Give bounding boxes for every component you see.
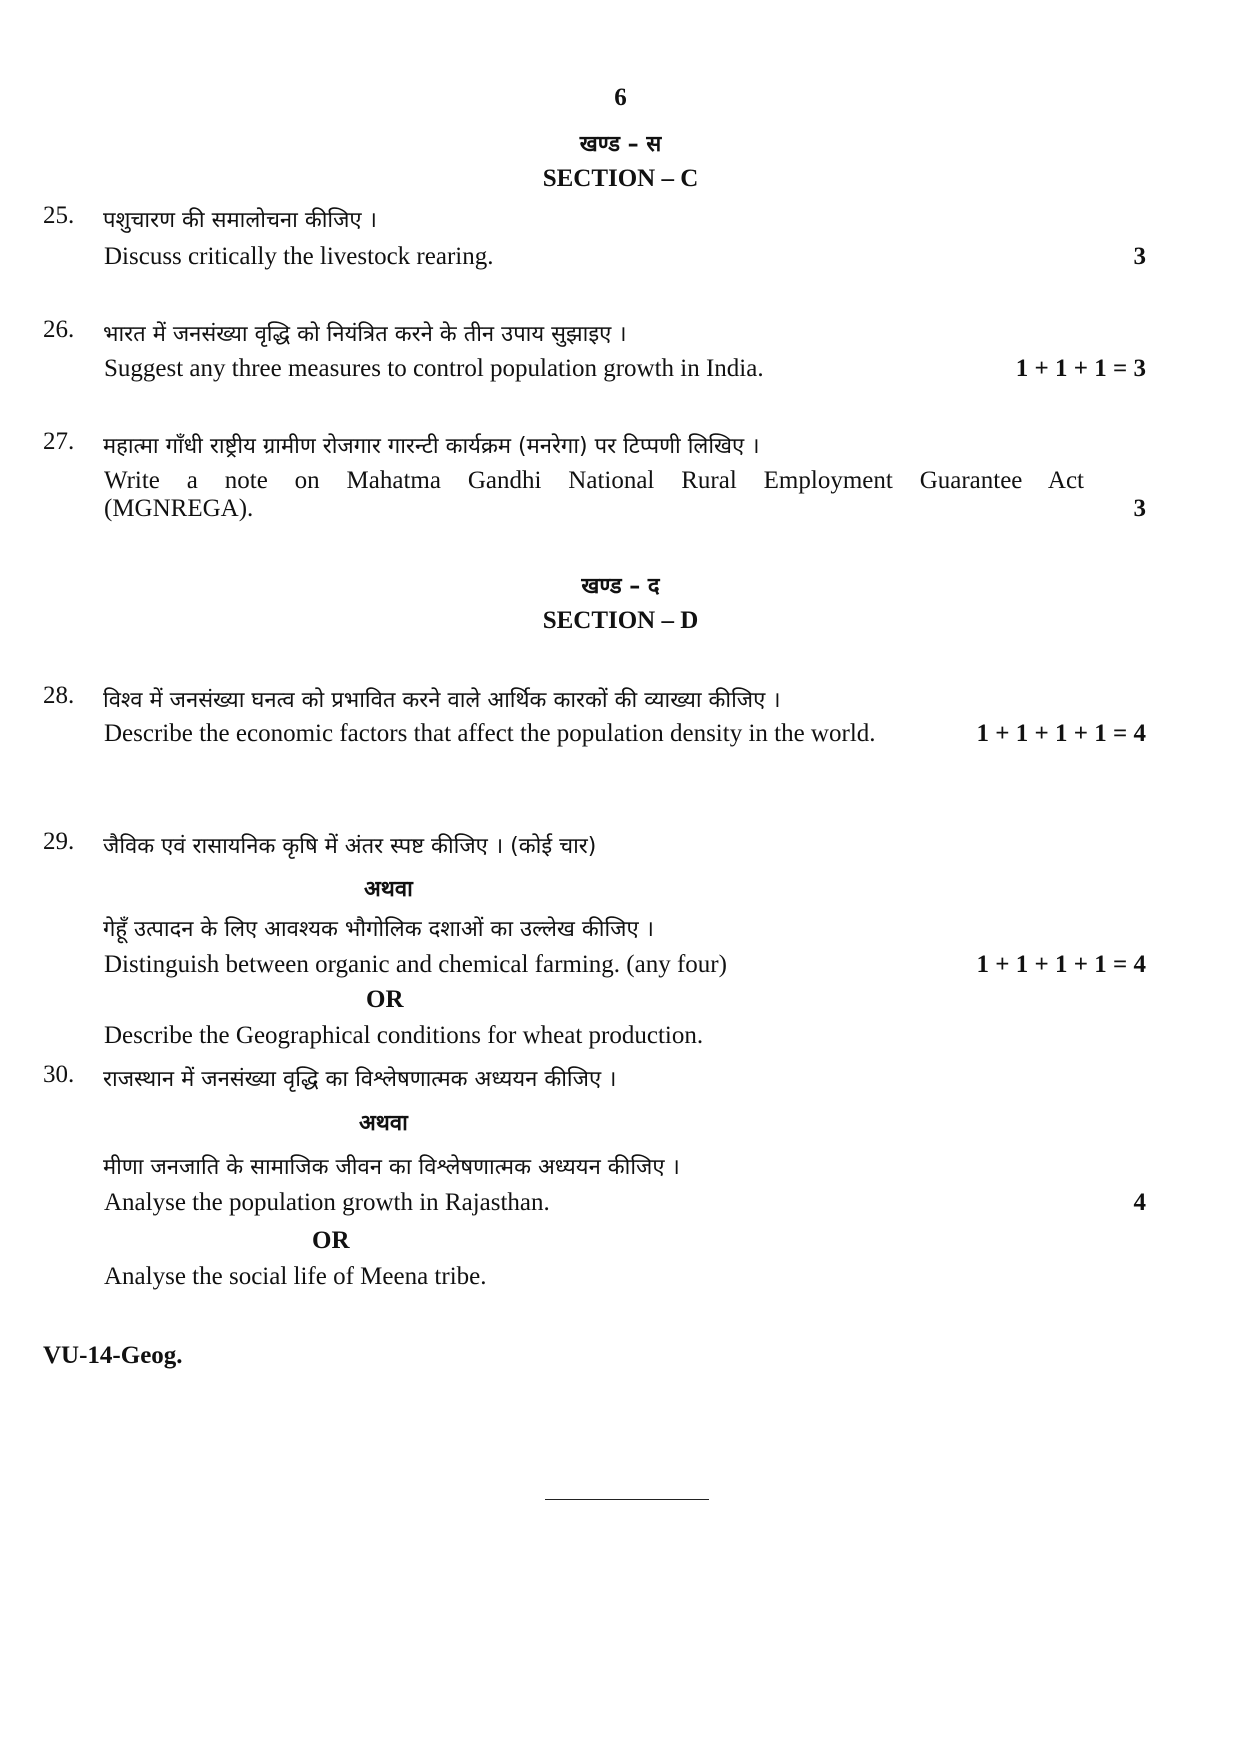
- question-26-english: Suggest any three measures to control population growth in India.: [104, 355, 764, 382]
- question-27-english-line2: (MGNREGA).: [104, 495, 254, 522]
- question-27-hindi: महात्मा गाँधी राष्ट्रीय ग्रामीण रोजगार गारन्टी कार्यक्रम (मनरेगा) पर टिप्पणी लिखिए ।: [103, 434, 760, 459]
- question-29-english-alternative: Describe the Geographical conditions for wheat production.: [104, 1022, 704, 1049]
- question-25-english: Discuss critically the livestock rearing.: [104, 243, 494, 270]
- question-26-hindi: भारत में जनसंख्या वृद्धि को नियंत्रित करने के तीन उपाय सुझाइए ।: [103, 322, 627, 347]
- question-30-marks: 4: [1133, 1189, 1146, 1216]
- question-30-or-english: OR: [312, 1227, 350, 1254]
- question-30-hindi: राजस्थान में जनसंख्या वृद्धि का विश्लेषणात्मक अध्ययन कीजिए ।: [103, 1067, 617, 1092]
- section-d-heading: SECTION – D: [542, 607, 699, 634]
- section-c-heading: SECTION – C: [542, 165, 699, 192]
- section-c-heading-hindi: खण्ड – स: [579, 132, 662, 157]
- question-29-or-english: OR: [366, 986, 404, 1013]
- question-29-or-hindi: अथवा: [364, 877, 413, 902]
- question-26-number: 26.: [43, 316, 75, 343]
- question-25-number: 25.: [43, 202, 75, 229]
- question-28-marks: 1 + 1 + 1 + 1 = 4: [976, 720, 1146, 747]
- page-number: 6: [614, 84, 627, 111]
- section-d-heading-hindi: खण्ड – द: [581, 574, 660, 599]
- question-30-english: Analyse the population growth in Rajasthan.: [104, 1189, 550, 1216]
- question-29-marks: 1 + 1 + 1 + 1 = 4: [976, 951, 1146, 978]
- question-30-hindi-alternative: मीणा जनजाति के सामाजिक जीवन का विश्लेषणात्मक अध्ययन कीजिए ।: [103, 1155, 680, 1180]
- question-30-or-hindi: अथवा: [359, 1111, 408, 1136]
- question-28-english: Describe the economic factors that affect the population density in the world.: [104, 720, 876, 747]
- question-29-english: Distinguish between organic and chemical farming. (any four): [104, 951, 727, 978]
- question-29-hindi: जैविक एवं रासायनिक कृषि में अंतर स्पष्ट कीजिए । (कोई चार): [103, 834, 597, 859]
- question-27-number: 27.: [43, 428, 75, 455]
- question-29-number: 29.: [43, 828, 75, 855]
- question-29-hindi-alternative: गेहूँ उत्पादन के लिए आवश्यक भौगोलिक दशाओं का उल्लेख कीजिए ।: [103, 917, 655, 942]
- end-divider: [545, 1499, 709, 1500]
- question-25-marks: 3: [1133, 243, 1146, 270]
- question-25-hindi: पशुचारण की समालोचना कीजिए ।: [103, 208, 377, 233]
- question-28-hindi: विश्व में जनसंख्या घनत्व को प्रभावित करने वाले आर्थिक कारकों की व्याख्या कीजिए ।: [103, 688, 781, 713]
- question-26-marks: 1 + 1 + 1 = 3: [1015, 355, 1146, 382]
- question-27-english-line1: Write a note on Mahatma Gandhi National Rural Employment Guarantee Act: [104, 467, 1084, 494]
- question-30-english-alternative: Analyse the social life of Meena tribe.: [104, 1263, 487, 1290]
- question-30-number: 30.: [43, 1061, 75, 1088]
- footer-paper-code: VU-14-Geog.: [43, 1342, 183, 1369]
- question-28-number: 28.: [43, 682, 75, 709]
- question-27-marks: 3: [1133, 495, 1146, 522]
